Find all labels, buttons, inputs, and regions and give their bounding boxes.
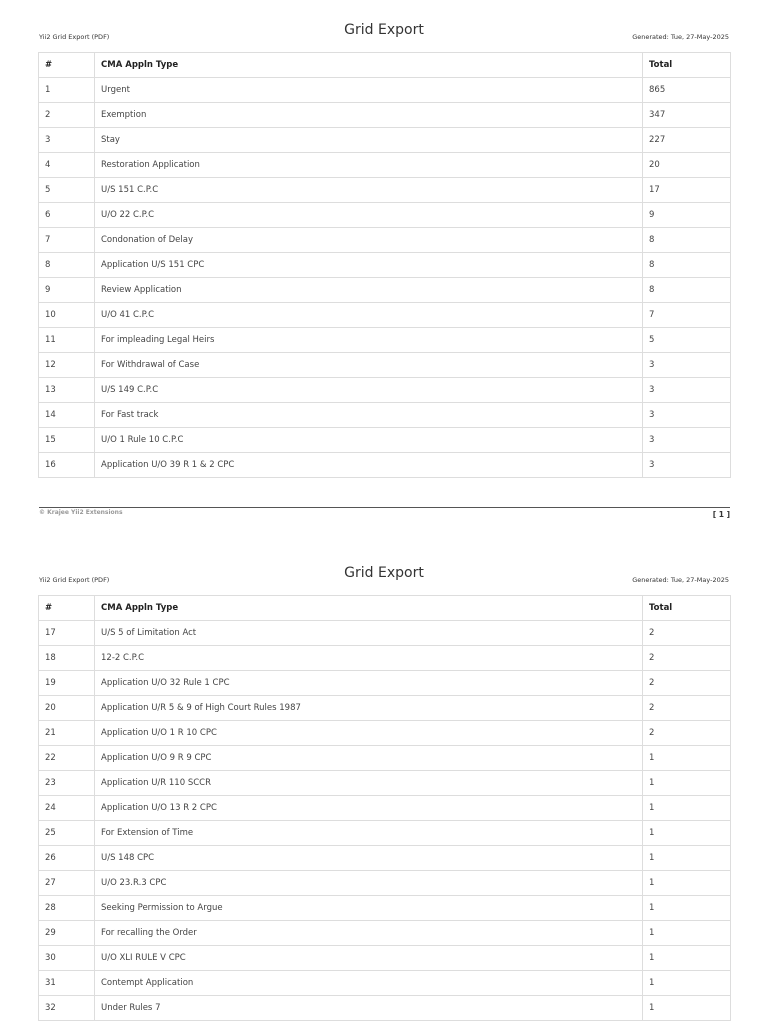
row-number: 18 bbox=[39, 646, 95, 671]
row-total: 1 bbox=[643, 871, 731, 896]
table-row bbox=[39, 78, 731, 103]
cma-appln-type: Condonation of Delay bbox=[95, 228, 643, 253]
table-row bbox=[39, 921, 731, 946]
cma-appln-type: U/O XLI RULE V CPC bbox=[95, 946, 643, 971]
table-row bbox=[39, 153, 731, 178]
cma-appln-type: Application U/R 110 SCCR bbox=[95, 771, 643, 796]
row-number: 22 bbox=[39, 746, 95, 771]
cma-appln-type: U/O 23.R.3 CPC bbox=[95, 871, 643, 896]
table-row bbox=[39, 871, 731, 896]
cma-appln-type: 12-2 C.P.C bbox=[95, 646, 643, 671]
row-total: 1 bbox=[643, 996, 731, 1021]
table-row bbox=[39, 128, 731, 153]
row-number: 2 bbox=[39, 103, 95, 128]
row-number: 15 bbox=[39, 428, 95, 453]
page-header bbox=[0, 543, 768, 595]
cma-appln-type: U/S 151 C.P.C bbox=[95, 178, 643, 203]
generated-date: Generated: Tue, 27-May-2025 bbox=[632, 576, 729, 584]
table-row bbox=[39, 746, 731, 771]
row-number: 23 bbox=[39, 771, 95, 796]
table-row bbox=[39, 403, 731, 428]
row-total: 227 bbox=[643, 128, 731, 153]
cma-appln-type: U/S 5 of Limitation Act bbox=[95, 621, 643, 646]
row-number: 7 bbox=[39, 228, 95, 253]
cma-appln-type: For recalling the Order bbox=[95, 921, 643, 946]
row-total: 3 bbox=[643, 378, 731, 403]
row-total: 1 bbox=[643, 896, 731, 921]
column-header-number: # bbox=[39, 596, 95, 621]
cma-appln-type: Under Rules 7 bbox=[95, 996, 643, 1021]
table-row bbox=[39, 353, 731, 378]
column-header-total: Total bbox=[643, 596, 731, 621]
row-number: 10 bbox=[39, 303, 95, 328]
row-total: 2 bbox=[643, 671, 731, 696]
grid-table bbox=[38, 52, 731, 478]
cma-appln-type: U/O 22 C.P.C bbox=[95, 203, 643, 228]
row-total: 20 bbox=[643, 153, 731, 178]
column-header-number: # bbox=[39, 53, 95, 78]
row-total: 2 bbox=[643, 646, 731, 671]
row-number: 29 bbox=[39, 921, 95, 946]
table-row bbox=[39, 646, 731, 671]
pdf-page-2 bbox=[0, 543, 768, 1013]
table-row bbox=[39, 328, 731, 353]
page-number: [ 1 ] bbox=[712, 510, 730, 519]
table-row bbox=[39, 821, 731, 846]
row-number: 3 bbox=[39, 128, 95, 153]
row-total: 8 bbox=[643, 228, 731, 253]
table-row bbox=[39, 303, 731, 328]
row-total: 865 bbox=[643, 78, 731, 103]
table-row bbox=[39, 253, 731, 278]
row-number: 20 bbox=[39, 696, 95, 721]
row-total: 2 bbox=[643, 696, 731, 721]
table-row bbox=[39, 846, 731, 871]
page-title: Grid Export bbox=[344, 22, 424, 38]
row-number: 21 bbox=[39, 721, 95, 746]
cma-appln-type: For impleading Legal Heirs bbox=[95, 328, 643, 353]
row-total: 8 bbox=[643, 253, 731, 278]
row-total: 1 bbox=[643, 846, 731, 871]
cma-appln-type: Review Application bbox=[95, 278, 643, 303]
table-row bbox=[39, 946, 731, 971]
row-total: 1 bbox=[643, 946, 731, 971]
row-number: 9 bbox=[39, 278, 95, 303]
row-total: 5 bbox=[643, 328, 731, 353]
row-total: 1 bbox=[643, 796, 731, 821]
table-row bbox=[39, 896, 731, 921]
cma-appln-type: Application U/O 1 R 10 CPC bbox=[95, 721, 643, 746]
cma-appln-type: U/O 1 Rule 10 C.P.C bbox=[95, 428, 643, 453]
footer-credit: © Krajee Yii2 Extensions bbox=[39, 509, 123, 516]
table-row bbox=[39, 453, 731, 478]
row-number: 26 bbox=[39, 846, 95, 871]
row-number: 17 bbox=[39, 621, 95, 646]
table-row bbox=[39, 621, 731, 646]
cma-appln-type: U/S 148 CPC bbox=[95, 846, 643, 871]
row-total: 3 bbox=[643, 353, 731, 378]
row-number: 19 bbox=[39, 671, 95, 696]
row-number: 27 bbox=[39, 871, 95, 896]
row-number: 16 bbox=[39, 453, 95, 478]
table-header-row bbox=[39, 53, 731, 78]
table-body bbox=[39, 621, 731, 1021]
row-total: 347 bbox=[643, 103, 731, 128]
cma-appln-type: Application U/O 39 R 1 & 2 CPC bbox=[95, 453, 643, 478]
table-row bbox=[39, 671, 731, 696]
column-header-type: CMA Appln Type bbox=[95, 53, 643, 78]
row-number: 14 bbox=[39, 403, 95, 428]
cma-appln-type: Application U/S 151 CPC bbox=[95, 253, 643, 278]
row-number: 4 bbox=[39, 153, 95, 178]
row-number: 31 bbox=[39, 971, 95, 996]
cma-appln-type: U/O 41 C.P.C bbox=[95, 303, 643, 328]
cma-appln-type: Urgent bbox=[95, 78, 643, 103]
cma-appln-type: Application U/O 32 Rule 1 CPC bbox=[95, 671, 643, 696]
row-total: 1 bbox=[643, 821, 731, 846]
cma-appln-type: For Extension of Time bbox=[95, 821, 643, 846]
cma-appln-type: U/S 149 C.P.C bbox=[95, 378, 643, 403]
row-number: 28 bbox=[39, 896, 95, 921]
table-row bbox=[39, 278, 731, 303]
page-footer bbox=[39, 507, 730, 520]
page-title: Grid Export bbox=[344, 565, 424, 581]
table-row bbox=[39, 721, 731, 746]
row-number: 5 bbox=[39, 178, 95, 203]
table-row bbox=[39, 103, 731, 128]
row-total: 1 bbox=[643, 921, 731, 946]
table-row bbox=[39, 796, 731, 821]
cma-appln-type: Application U/R 5 & 9 of High Court Rules 1987 bbox=[95, 696, 643, 721]
generated-date: Generated: Tue, 27-May-2025 bbox=[632, 33, 729, 41]
row-number: 30 bbox=[39, 946, 95, 971]
row-number: 11 bbox=[39, 328, 95, 353]
cma-appln-type: Exemption bbox=[95, 103, 643, 128]
table-row bbox=[39, 696, 731, 721]
row-number: 6 bbox=[39, 203, 95, 228]
table-row bbox=[39, 771, 731, 796]
row-number: 1 bbox=[39, 78, 95, 103]
table-row bbox=[39, 378, 731, 403]
row-total: 2 bbox=[643, 721, 731, 746]
row-total: 3 bbox=[643, 428, 731, 453]
table-row bbox=[39, 971, 731, 996]
table-row bbox=[39, 178, 731, 203]
export-source-label: Yii2 Grid Export (PDF) bbox=[39, 33, 110, 41]
row-total: 2 bbox=[643, 621, 731, 646]
row-number: 24 bbox=[39, 796, 95, 821]
row-total: 1 bbox=[643, 771, 731, 796]
row-total: 17 bbox=[643, 178, 731, 203]
row-total: 8 bbox=[643, 278, 731, 303]
row-number: 25 bbox=[39, 821, 95, 846]
row-number: 32 bbox=[39, 996, 95, 1021]
cma-appln-type: Application U/O 9 R 9 CPC bbox=[95, 746, 643, 771]
column-header-type: CMA Appln Type bbox=[95, 596, 643, 621]
cma-appln-type: Contempt Application bbox=[95, 971, 643, 996]
row-total: 3 bbox=[643, 403, 731, 428]
row-number: 8 bbox=[39, 253, 95, 278]
table-body bbox=[39, 78, 731, 478]
cma-appln-type: Restoration Application bbox=[95, 153, 643, 178]
row-total: 7 bbox=[643, 303, 731, 328]
row-total: 3 bbox=[643, 453, 731, 478]
table-row bbox=[39, 996, 731, 1021]
cma-appln-type: Stay bbox=[95, 128, 643, 153]
row-number: 12 bbox=[39, 353, 95, 378]
export-source-label: Yii2 Grid Export (PDF) bbox=[39, 576, 110, 584]
cma-appln-type: For Withdrawal of Case bbox=[95, 353, 643, 378]
row-total: 9 bbox=[643, 203, 731, 228]
cma-appln-type: Application U/O 13 R 2 CPC bbox=[95, 796, 643, 821]
grid-table bbox=[38, 595, 731, 1021]
column-header-total: Total bbox=[643, 53, 731, 78]
row-total: 1 bbox=[643, 971, 731, 996]
cma-appln-type: For Fast track bbox=[95, 403, 643, 428]
table-row bbox=[39, 428, 731, 453]
row-total: 1 bbox=[643, 746, 731, 771]
cma-appln-type: Seeking Permission to Argue bbox=[95, 896, 643, 921]
row-number: 13 bbox=[39, 378, 95, 403]
table-header-row bbox=[39, 596, 731, 621]
table-row bbox=[39, 228, 731, 253]
table-row bbox=[39, 203, 731, 228]
page-header bbox=[0, 0, 768, 52]
